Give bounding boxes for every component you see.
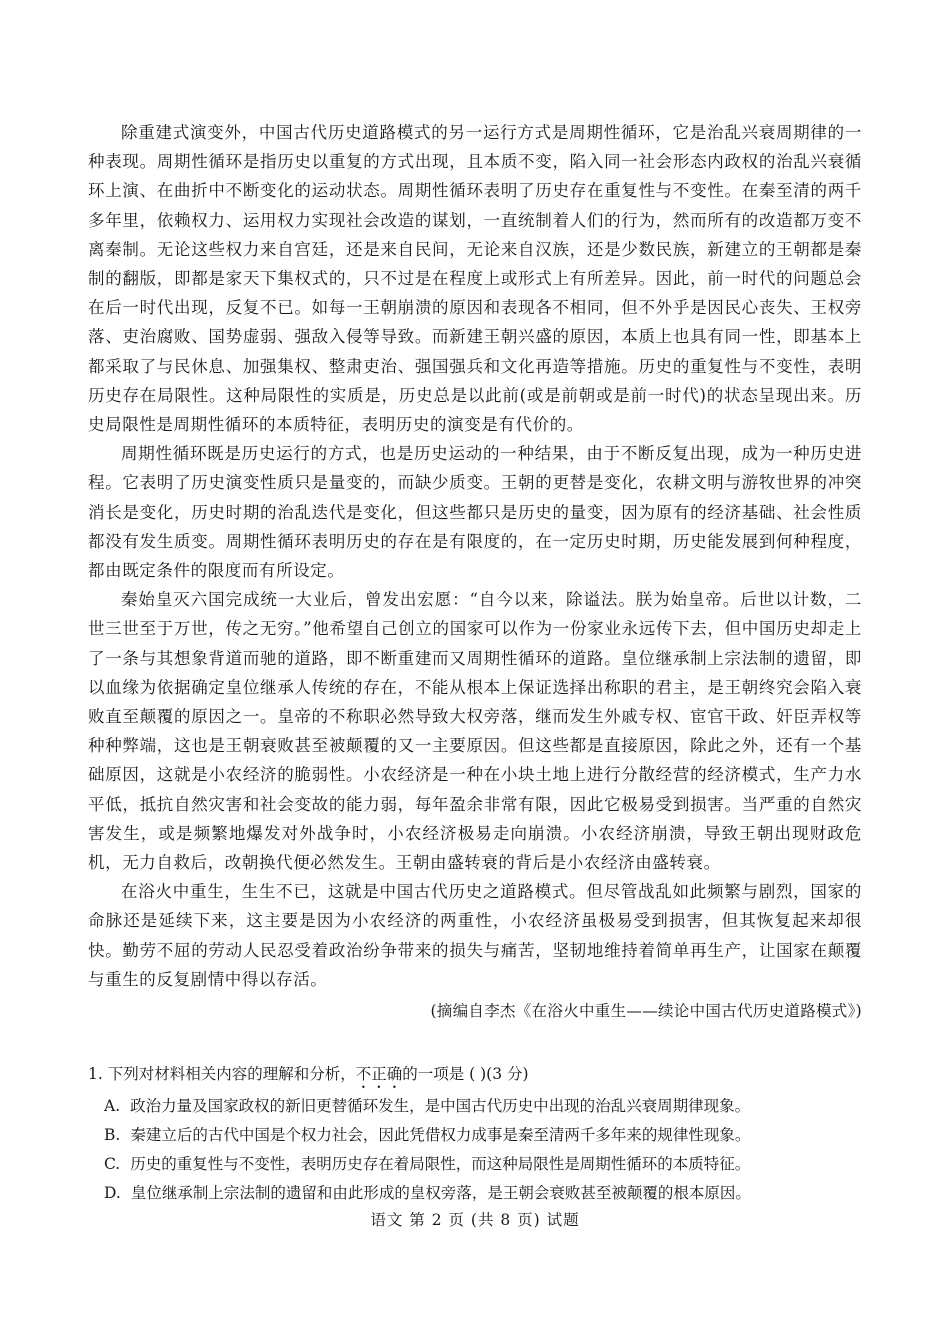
- passage-paragraph-2: 周期性循环既是历史运行的方式，也是历史运动的一种结果，由于不断反复出现，成为一种历史进程。它表明了历史演变性质只是量变的，而缺少质变。王朝的更替是变化，农耕文明与游牧世界的冲突消长是变化，历史时期的治乱迭代是变化，但这些都只是历史的量变，因为原有的经济基础、社会性质都没有发生质变。周期性循环表明历史的存在是有限度的，在一定历史时期，历史能发展到何种程度，都由既定条件的限度而有所设定。: [88, 444, 862, 581]
- passage-source: (摘编自李杰《在浴火中重生——续论中国古代历史道路模式》): [430, 1002, 862, 1021]
- option-d-letter: D.: [104, 1184, 121, 1203]
- option-d-text: 皇位继承制上宗法制的遗留和由此形成的皇权旁落，是王朝会衰败甚至被颠覆的根本原因。: [130, 1184, 751, 1203]
- option-c-text: 历史的重复性与不变性，表明历史存在着局限性，而这种局限性是周期性循环的本质特征。: [130, 1155, 751, 1174]
- passage-paragraph-4: 在浴火中重生，生生不已，这就是中国古代历史之道路模式。但尽管战乱如此频繁与剧烈，国家的命脉还是延续下来，这主要是因为小农经济的两重性，小农经济虽极易受到损害，但其恢复起来却很快。勤劳不屈的劳动人民忍受着政治纷争带来的损失与痛苦，坚韧地维持着简单再生产，让国家在颠覆与重生的反复剧情中得以存活。: [88, 882, 862, 989]
- question-options: [88, 1092, 862, 1208]
- option-b: [104, 1121, 862, 1150]
- option-d: [104, 1179, 862, 1208]
- question-stem-emphasis: 不正确: [355, 1065, 403, 1084]
- option-a: [104, 1092, 862, 1121]
- option-b-text: 秦建立后的古代中国是个权力社会，因此凭借权力成事是秦至清两千多年来的规律性现象。: [130, 1126, 751, 1145]
- option-b-letter: B.: [104, 1126, 121, 1145]
- page-footer: 语文 第 2 页 (共 8 页) 试题: [370, 1211, 580, 1229]
- question-stem-prefix: 1. 下列对材料相关内容的理解和分析，: [88, 1065, 356, 1084]
- question-stem-suffix: 的一项是 ( )(3 分): [402, 1065, 529, 1084]
- question-1: [88, 1060, 862, 1208]
- passage-paragraph-3: 秦始皇灭六国完成统一大业后，曾发出宏愿：“自今以来，除谥法。朕为始皇帝。后世以计数，二世三世至于万世，传之无穷。”他希望自己创立的国家可以作为一份家业永远传下去，但中国历史却走上了一条与其想象背道而驰的道路，即不断重建而又周期性循环的道路。皇位继承制上宗法制的遗留，即以血缘为依据确定皇位继承人传统的存在，不能从根本上保证选择出称职的君主，是王朝终究会陷入衰败直至颠覆的原因之一。皇帝的不称职必然导致大权旁落，继而发生外戚专权、宦官干政、奸臣弄权等种种弊端，这也是王朝衰败甚至被颠覆的又一主要原因。但这些都是直接原因，除此之外，还有一个基础原因，这就是小农经济的脆弱性。小农经济是一种在小块土地上进行分散经营的经济模式，生产力水平低，抵抗自然灾害和社会变故的能力弱，每年盈余非常有限，因此它极易受到损害。当严重的自然灾害发生，或是频繁地爆发对外战争时，小农经济极易走向崩溃。小农经济崩溃，导致王朝出现财政危机，无力自救后，改朝换代便必然发生。王朝由盛转衰的背后是小农经济由盛转衰。: [88, 590, 862, 873]
- question-stem: [88, 1060, 862, 1092]
- option-a-letter: A.: [104, 1097, 121, 1116]
- reading-passage: [88, 118, 862, 994]
- passage-paragraph-1: 除重建式演变外，中国古代历史道路模式的另一运行方式是周期性循环，它是治乱兴衰周期律的一种表现。周期性循环是指历史以重复的方式出现，且本质不变，陷入同一社会形态内政权的治乱兴衰循环上演、在曲折中不断变化的运动状态。周期性循环表明了历史存在重复性与不变性。在秦至清的两千多年里，依赖权力、运用权力实现社会改造的谋划，一直统制着人们的行为，然而所有的改造都万变不离秦制。无论这些权力来自宫廷，还是来自民间，无论来自汉族，还是少数民族，新建立的王朝都是秦制的翻版，即都是家天下集权式的，只不过是在程度上或形式上有所差异。因此，前一时代的问题总会在后一时代出现，反复不已。如每一王朝崩溃的原因和表现各不相同，但不外乎是因民心丧失、王权旁落、吏治腐败、国势虚弱、强敌入侵等导致。而新建王朝兴盛的原因，本质上也具有同一性，即基本上都采取了与民休息、加强集权、整肃吏治、强国强兵和文化再造等措施。历史的重复性与不变性，表明历史存在局限性。这种局限性的实质是，历史总是以此前(或是前朝或是前一时代)的状态呈现出来。历史局限性是周期性循环的本质特征，表明历史的演变是有代价的。: [88, 123, 862, 435]
- option-c-letter: C.: [104, 1155, 121, 1174]
- option-a-text: 政治力量及国家政权的新旧更替循环发生，是中国古代历史中出现的治乱兴衰周期律现象。: [130, 1097, 751, 1116]
- option-c: [104, 1150, 862, 1179]
- exam-page: [88, 118, 862, 1208]
